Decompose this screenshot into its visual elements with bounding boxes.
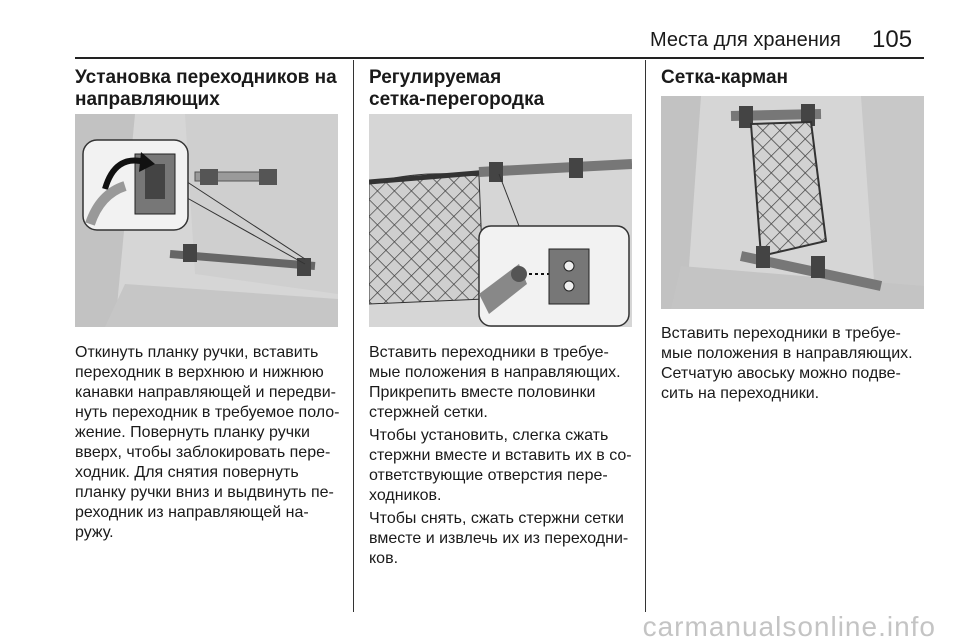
text-line: реходник из направляющей на- (75, 504, 309, 521)
column-divider (353, 60, 354, 612)
text-line: жение. Повернуть планку ручки (75, 424, 310, 441)
heading-line: направляющих (75, 89, 220, 110)
text-line: ответствующие отверстия пере- (369, 467, 608, 484)
heading-adjustable-net (369, 67, 544, 111)
text-line: ружу. (75, 524, 114, 541)
illustration-adjustable-net (369, 114, 632, 327)
text-line: мые положения в направляющих. (661, 345, 913, 362)
heading-line: сетка-перегородка (369, 89, 545, 110)
heading-line: Регулируемая (369, 67, 502, 88)
text-line: планку ручки вниз и выдвинуть пе- (75, 484, 334, 501)
text-line: Вставить переходники в требуе- (661, 325, 901, 342)
column-divider (645, 60, 646, 612)
text-line: сить на переходники. (661, 385, 820, 402)
section-title: Места для хранения (650, 29, 841, 51)
text-line: Чтобы установить, слегка сжать (369, 427, 609, 444)
text-line: Прикрепить вместе половинки (369, 384, 596, 401)
paragraph (661, 324, 913, 404)
text-line: ходников. (369, 487, 442, 504)
text-line: переходник в верхнюю и нижнюю (75, 364, 324, 381)
paragraph (75, 343, 340, 543)
text-line: Сетчатую авоську можно подве- (661, 365, 901, 382)
heading-adapter-install (75, 67, 337, 111)
text-line: Откинуть планку ручки, вставить (75, 344, 319, 361)
page-number: 105 (872, 26, 913, 53)
text-line: мые положения в направляющих. (369, 364, 621, 381)
header-rule (75, 57, 924, 59)
paragraph (369, 343, 621, 423)
text-line: стержней сетки. (369, 404, 488, 421)
text-line: канавки направляющей и передви- (75, 384, 336, 401)
text-line: вверх, чтобы заблокировать пере- (75, 444, 331, 461)
heading-net-pocket (661, 67, 788, 89)
adjustable-net-drawing (369, 114, 632, 327)
text-line: ходник. Для снятия повернуть (75, 464, 299, 481)
paragraph (369, 426, 632, 506)
illustration-adapter-rail (75, 114, 338, 327)
net-pocket-drawing (661, 96, 924, 309)
text-line: стержни вместе и вставить их в со- (369, 447, 632, 464)
paragraph (369, 509, 628, 569)
illustration-net-pocket (661, 96, 924, 309)
adapter-rail-drawing (75, 114, 338, 327)
text-line: ков. (369, 550, 399, 567)
watermark: carmanualsonline.info (642, 611, 936, 642)
page-header (0, 0, 960, 56)
heading-line: Установка переходников на (75, 67, 337, 88)
text-line: Вставить переходники в требуе- (369, 344, 609, 361)
heading-line: Сетка-карман (661, 67, 789, 88)
text-line: нуть переходник в требуемое поло- (75, 404, 340, 421)
text-line: Чтобы снять, сжать стержни сетки (369, 510, 624, 527)
text-line: вместе и извлечь их из переходни- (369, 530, 629, 547)
